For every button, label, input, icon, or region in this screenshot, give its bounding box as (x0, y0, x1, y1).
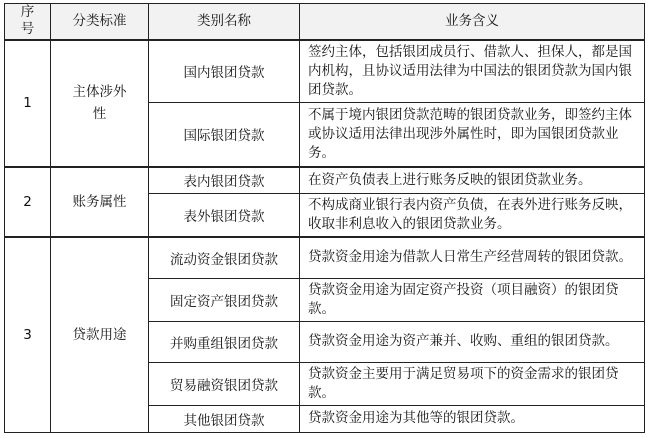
group-seq: 1 (5, 40, 51, 167)
header-standard: 分类标准 (51, 4, 149, 40)
group-standard: 主体涉外 性 (51, 40, 149, 167)
category-meaning: 贷款资金用途为其他等的银团贷款。 (300, 405, 645, 432)
loan-classification-table (4, 3, 645, 433)
group-standard: 贷款用途 (51, 237, 149, 432)
category-name: 其他银团贷款 (149, 405, 300, 432)
header-seq: 序 号 (5, 4, 51, 40)
group-seq: 2 (5, 167, 51, 238)
category-name: 表外银团贷款 (149, 194, 300, 238)
table-row (5, 40, 645, 103)
category-meaning: 贷款资金用途为固定资产投资（项目融资）的银团贷款。 (300, 278, 645, 321)
table-header-row (5, 4, 645, 40)
category-name: 贸易融资银团贷款 (149, 362, 300, 405)
header-meaning: 业务含义 (300, 4, 645, 40)
table-row (5, 237, 645, 278)
category-name: 国际银团贷款 (149, 103, 300, 167)
category-meaning: 不构成商业银行表内资产负债，在表外进行账务反映，收取非利息收入的银团贷款业务。 (300, 194, 645, 238)
category-name: 固定资产银团贷款 (149, 278, 300, 321)
category-meaning: 签约主体，包括银团成员行、借款人、担保人，都是国内机构，且协议适用法律为中国法的银团贷款为国内银团贷款。 (300, 40, 645, 103)
category-name: 表内银团贷款 (149, 167, 300, 194)
category-name: 流动资金银团贷款 (149, 237, 300, 278)
category-meaning: 贷款资金用途为借款人日常生产经营周转的银团贷款。 (300, 237, 645, 278)
category-meaning: 贷款资金主要用于满足贸易项下的资金需求的银团贷款。 (300, 362, 645, 405)
category-name: 国内银团贷款 (149, 40, 300, 103)
group-standard: 账务属性 (51, 167, 149, 238)
category-meaning: 在资产负债表上进行账务反映的银团贷款业务。 (300, 167, 645, 194)
header-name: 类别名称 (149, 4, 300, 40)
category-meaning: 不属于境内银团贷款范畴的银团贷款业务，即签约主体或协议适用法律出现涉外属性时，即为国银团贷款业务。 (300, 103, 645, 167)
category-meaning: 贷款资金用途为资产兼并、收购、重组的银团贷款。 (300, 321, 645, 362)
category-name: 并购重组银团贷款 (149, 321, 300, 362)
group-seq: 3 (5, 237, 51, 432)
table-row (5, 167, 645, 194)
